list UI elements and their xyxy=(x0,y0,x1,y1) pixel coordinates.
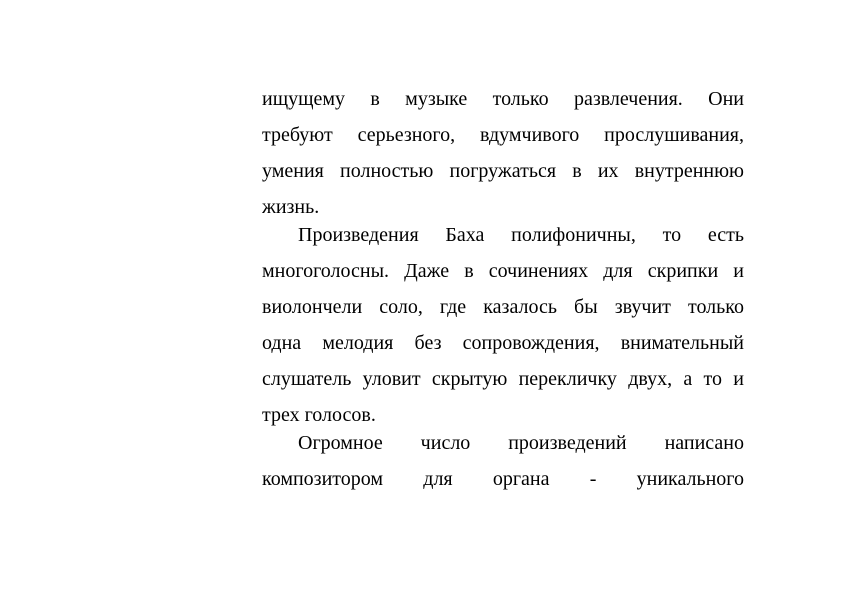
text-line: Произведения Баха полифоничны, то есть xyxy=(298,224,744,246)
text-line: трех голосов. xyxy=(262,404,376,426)
text-line: многоголосны. Даже в сочинениях для скрипки и xyxy=(262,260,744,282)
text-line: Огромное число произведений написано xyxy=(298,432,744,454)
text-line: ищущему в музыке только развлечения. Они xyxy=(262,88,744,110)
body-text xyxy=(262,84,744,500)
text-line: виолончели соло, где казалось бы звучит только xyxy=(262,296,744,318)
paragraph-3 xyxy=(262,428,744,500)
text-line: жизнь. xyxy=(262,196,320,218)
paragraph-2 xyxy=(262,220,744,428)
text-line: композитором для органа - уникального xyxy=(262,468,744,490)
paragraph-1 xyxy=(262,84,744,220)
text-line: одна мелодия без сопровождения, внимательный xyxy=(262,332,744,354)
text-line: слушатель уловит скрытую перекличку двух, а то и xyxy=(262,368,744,390)
text-line: умения полностью погружаться в их внутреннюю xyxy=(262,160,744,182)
text-line: требуют серьезного, вдумчивого прослушивания, xyxy=(262,124,744,146)
